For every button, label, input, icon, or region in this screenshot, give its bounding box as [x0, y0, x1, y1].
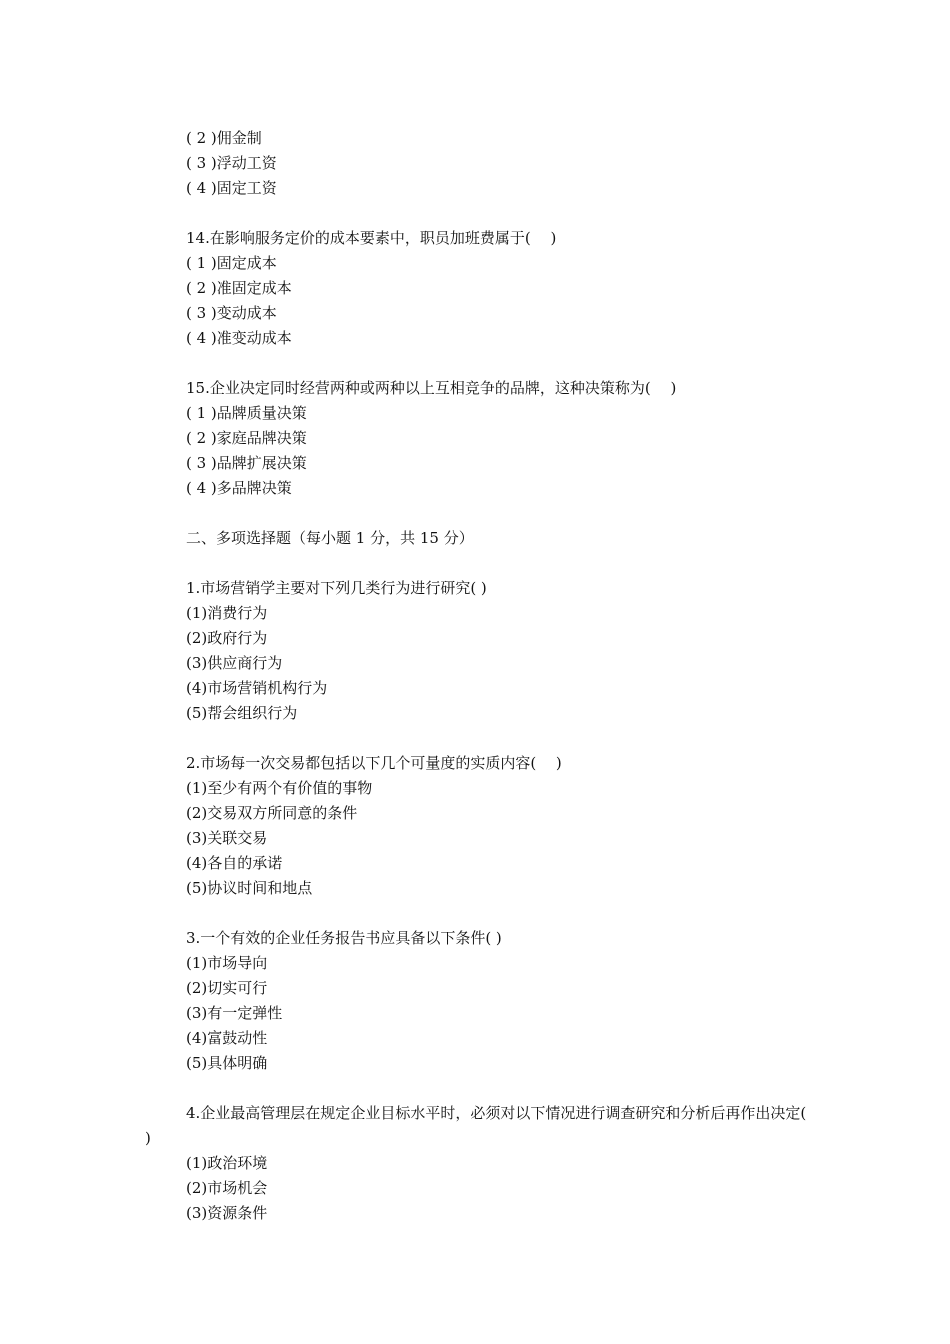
section-heading: 二、多项选择题（每小题 1 分，共 15 分）	[186, 529, 474, 547]
q13-option-3: ( 3 )浮动工资	[186, 154, 277, 172]
m3-option-5: (5)具体明确	[186, 1054, 268, 1072]
m3-option-2: (2)切实可行	[186, 979, 268, 997]
m2-option-1: (1)至少有两个有价值的事物	[186, 779, 373, 797]
spacer	[145, 501, 825, 526]
spacer	[145, 726, 825, 751]
q14-option-1: ( 1 )固定成本	[186, 254, 277, 272]
m1-option-5: (5)帮会组织行为	[186, 704, 298, 722]
q15-question: 15.企业决定同时经营两种或两种以上互相竞争的品牌，这种决策称为( )	[186, 379, 677, 397]
spacer	[145, 901, 825, 926]
spacer	[145, 201, 825, 226]
m4-question: 4.企业最高管理层在规定企业目标水平时，必须对以下情况进行调查研究和分析后再作出决定( )	[145, 1104, 826, 1147]
q13-option-4: ( 4 )固定工资	[186, 179, 277, 197]
m3-question: 3.一个有效的企业任务报告书应具备以下条件( )	[186, 929, 502, 947]
q13-option-2: ( 2 )佣金制	[186, 129, 262, 147]
q14-option-4: ( 4 )准变动成本	[186, 329, 292, 347]
m3-option-1: (1)市场导向	[186, 954, 268, 972]
m1-option-3: (3)供应商行为	[186, 654, 283, 672]
q15-option-2: ( 2 )家庭品牌决策	[186, 429, 307, 447]
spacer	[145, 1076, 825, 1101]
m2-question: 2.市场每一次交易都包括以下几个可量度的实质内容( )	[186, 754, 562, 772]
q15-option-1: ( 1 )品牌质量决策	[186, 404, 307, 422]
m1-option-2: (2)政府行为	[186, 629, 268, 647]
spacer	[145, 551, 825, 576]
q15-option-4: ( 4 )多品牌决策	[186, 479, 292, 497]
q14-option-2: ( 2 )准固定成本	[186, 279, 292, 297]
m1-option-4: (4)市场营销机构行为	[186, 679, 328, 697]
document-content	[145, 126, 825, 1226]
m1-question: 1.市场营销学主要对下列几类行为进行研究( )	[186, 579, 487, 597]
m4-option-3: (3)资源条件	[186, 1204, 268, 1222]
spacer	[145, 351, 825, 376]
q15-option-3: ( 3 )品牌扩展决策	[186, 454, 307, 472]
q14-question: 14.在影响服务定价的成本要素中，职员加班费属于( )	[186, 229, 557, 247]
m2-option-2: (2)交易双方所同意的条件	[186, 804, 358, 822]
q14-option-3: ( 3 )变动成本	[186, 304, 277, 322]
m2-option-3: (3)关联交易	[186, 829, 268, 847]
m3-option-4: (4)富鼓动性	[186, 1029, 268, 1047]
m2-option-4: (4)各自的承诺	[186, 854, 283, 872]
m2-option-5: (5)协议时间和地点	[186, 879, 313, 897]
m1-option-1: (1)消费行为	[186, 604, 268, 622]
m4-option-1: (1)政治环境	[186, 1154, 268, 1172]
m4-option-2: (2)市场机会	[186, 1179, 268, 1197]
m3-option-3: (3)有一定弹性	[186, 1004, 283, 1022]
